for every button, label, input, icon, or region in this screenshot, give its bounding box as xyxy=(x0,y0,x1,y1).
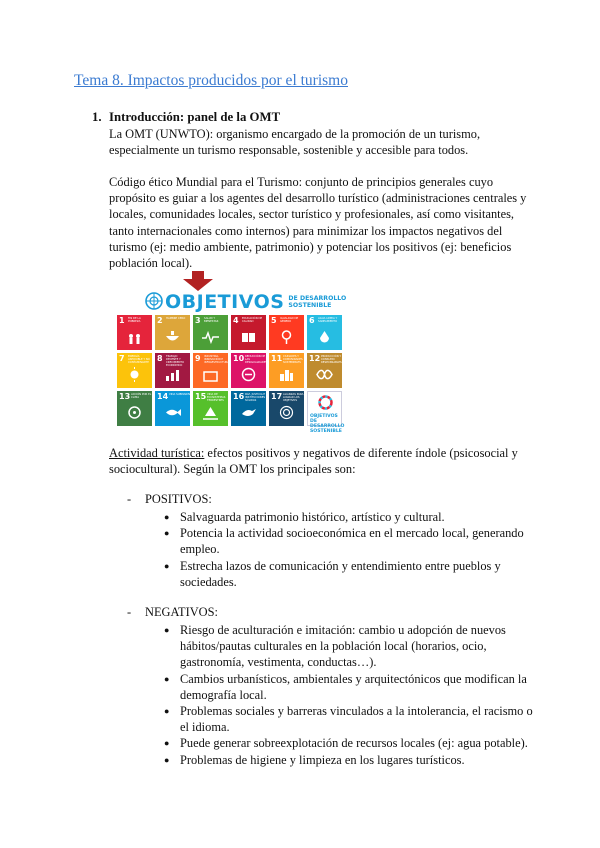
actividad-paragraph xyxy=(109,445,529,477)
sdg-tile-number: 13 xyxy=(119,392,131,401)
list-item: ● Problemas de higiene y limpieza en los lugares turísticos. xyxy=(165,752,535,768)
sdg-tile-label: INDUSTRIA, INNOVACIÓN E INFRAESTRUCTURA xyxy=(204,355,230,364)
sdg-tile xyxy=(269,315,304,350)
list-item: ● Problemas sociales y barreras vinculados a la intolerancia, el racismo o el idioma. xyxy=(165,703,535,735)
sdg-tile-number: 2 xyxy=(157,316,163,325)
codigo-etico-paragraph: Código ético Mundial para el Turismo: conjunto de principios generales cuyo propósito es guiar a los agentes del desarrollo turístico (administraciones centrales y locales, comunidades locales, sector turístico y profesionales, así como visitantes, tanto internacionales como internos) para minimizar los impactos negativos del turismo (ej: medio ambiente, patrimonio) y potenciar los positivos (ej: beneficios población local). xyxy=(109,175,527,271)
negativos-heading xyxy=(127,605,218,620)
sdg-wheel-icon xyxy=(318,395,333,410)
sdg-sub-line2: SOSTENIBLE xyxy=(288,302,332,309)
sdg-tile xyxy=(231,391,266,426)
sdg-tile xyxy=(117,391,152,426)
actividad-text: efectos positivos y negativos de diferente índole (psicosocial y sociocultural). Según la OMT los principales son: xyxy=(109,446,518,477)
sdg-sub-line1: DE DESARROLLO xyxy=(288,295,347,302)
list-item: ● Cambios urbanísticos, ambientales y arquitectónicos que modifican la demografía local. xyxy=(165,671,535,703)
document-title: Tema 8. Impactos producidos por el turismo xyxy=(74,72,348,89)
sdg-tile xyxy=(193,391,228,426)
sdg-tile xyxy=(307,353,342,388)
list-item: ● Riesgo de aculturación e imitación: cambio u adopción de nuevos hábitos/pautas culturales en la población local (horarios, ocio, gastronomía, vestimenta, conductas…). xyxy=(165,622,535,671)
sdg-goal-icon xyxy=(277,405,296,420)
section-heading-text: Introducción: panel de la OMT xyxy=(109,110,281,124)
sdg-tile xyxy=(231,315,266,350)
sdg-tile xyxy=(193,353,228,388)
section-heading xyxy=(92,110,280,125)
sdg-tile-number: 14 xyxy=(157,392,169,401)
sdg-tile-number: 8 xyxy=(157,354,163,363)
sdg-tile-number: 16 xyxy=(233,392,245,401)
sdg-goal-icon xyxy=(163,405,182,420)
sdg-tile-label: IGUALDAD DE GÉNERO xyxy=(280,317,299,323)
sdg-tile-number: 6 xyxy=(309,316,315,325)
sdg-tile-label: SALUD Y BIENESTAR xyxy=(204,317,219,323)
sdg-tile xyxy=(307,315,342,350)
negativos-heading-text: NEGATIVOS: xyxy=(145,605,218,619)
sdg-tile-number: 1 xyxy=(119,316,125,325)
sdg-goal-icon xyxy=(315,329,334,344)
positivos-list xyxy=(165,509,535,590)
sdg-tile xyxy=(269,353,304,388)
sdg-tile xyxy=(155,315,190,350)
sdg-tile-label: AGUA LIMPIA Y SANEAMIENTO xyxy=(318,317,338,323)
sdg-tile-label: TRABAJO DECENTE Y CRECIMIENTO ECONÓMICO xyxy=(166,355,185,367)
sdg-goal-icon xyxy=(125,405,144,420)
omt-paragraph: La OMT (UNWTO): organismo encargado de la promoción de un turismo, especialmente un turismo responsable, sostenible y accesible para todos. xyxy=(109,127,481,158)
sdg-goal-icon xyxy=(125,329,144,344)
sdg-logo-text xyxy=(310,414,344,434)
sdg-goal-icon xyxy=(125,367,144,382)
sdg-tile xyxy=(117,353,152,388)
actividad-label: Actividad turística: xyxy=(109,446,205,460)
un-emblem-icon xyxy=(145,292,163,310)
negativos-list xyxy=(165,622,535,768)
sdg-goal-icon xyxy=(163,367,182,382)
sdg-tile-number: 7 xyxy=(119,354,125,363)
sdg-tile-label: ACCIÓN POR EL CLIMA xyxy=(131,393,152,399)
sdg-tile-label: HAMBRE CERO xyxy=(166,317,186,320)
sdg-goal-icon xyxy=(239,367,258,382)
sdg-goal-icon xyxy=(239,329,258,344)
positivos-dash: - xyxy=(127,492,132,506)
list-item: ● Potencia la actividad socioeconómica en el mercado local, generando empleo. xyxy=(165,525,535,557)
sdg-tile xyxy=(155,353,190,388)
sdg-heading-word: OBJETIVOS xyxy=(165,291,285,313)
section-number: 1. xyxy=(92,110,102,124)
sdg-tile-number: 11 xyxy=(271,354,283,363)
positivos-heading xyxy=(127,492,212,507)
sdg-goal-icon xyxy=(315,367,334,382)
sdg-tile-label: ALIANZAS PARA LOGRAR LOS OBJETIVOS xyxy=(283,393,304,402)
sdg-goal-icon xyxy=(201,329,220,344)
sdg-tile-label: VIDA SUBMARINA xyxy=(169,393,192,396)
sdg-tile xyxy=(193,315,228,350)
sdg-tile-number: 10 xyxy=(233,354,245,363)
sdg-goal-icon xyxy=(277,329,296,344)
sdg-tile-number: 17 xyxy=(271,392,283,401)
sdg-tile-label: CIUDADES Y COMUNIDADES SOSTENIBLES xyxy=(283,355,303,364)
sdg-tile-label: VIDA DE ECOSISTEMAS TERRESTRES xyxy=(207,393,226,402)
list-item: ● Salvaguarda patrimonio histórico, artístico y cultural. xyxy=(165,509,535,525)
list-item: ● Puede generar sobreexplotación de recursos locales (ej: agua potable). xyxy=(165,735,535,751)
sdg-tile-label: ENERGÍA ASEQUIBLE Y NO CONTAMINANTE xyxy=(128,355,150,364)
sdg-tile-number: 4 xyxy=(233,316,239,325)
sdg-heading-sub xyxy=(288,295,346,309)
sdg-goal-icon xyxy=(201,367,220,382)
sdg-goal-icon xyxy=(163,329,182,344)
sdg-tile-label: PAZ, JUSTICIA E INSTITUCIONES SÓLIDAS xyxy=(245,393,266,402)
sdg-tile-label: EDUCACIÓN DE CALIDAD xyxy=(242,317,263,323)
sdg-logo-tile xyxy=(307,391,345,434)
sdg-figure xyxy=(113,288,351,434)
sdg-goal-icon xyxy=(201,405,220,420)
sdg-goal-icon xyxy=(239,405,258,420)
positivos-heading-text: POSITIVOS: xyxy=(145,492,212,506)
sdg-tile xyxy=(269,391,304,426)
sdg-tile-number: 3 xyxy=(195,316,201,325)
list-item: ● Estrecha lazos de comunicación y entendimiento entre pueblos y sociedades. xyxy=(165,558,535,590)
sdg-tile xyxy=(231,353,266,388)
sdg-tile-label: PRODUCCIÓN Y CONSUMO RESPONSABLES xyxy=(321,355,342,364)
sdg-tile-number: 9 xyxy=(195,354,201,363)
sdg-tile-number: 12 xyxy=(309,354,321,363)
sdg-heading xyxy=(165,291,346,313)
sdg-tile-label: FIN DE LA POBREZA xyxy=(128,317,141,323)
sdg-tile xyxy=(155,391,190,426)
sdg-logo-line2: DE DESARROLLO xyxy=(310,419,345,429)
sdg-tile-label: REDUCCIÓN DE LAS DESIGUALDADES xyxy=(245,355,268,364)
sdg-logo-line1: OBJETIVOS xyxy=(310,414,338,419)
sdg-tile-grid xyxy=(117,315,345,434)
sdg-tile xyxy=(117,315,152,350)
sdg-tile-number: 15 xyxy=(195,392,207,401)
sdg-tile-number: 5 xyxy=(271,316,277,325)
sdg-logo-line3: SOSTENIBLE xyxy=(310,429,342,434)
negativos-dash: - xyxy=(127,605,132,619)
sdg-goal-icon xyxy=(277,367,296,382)
